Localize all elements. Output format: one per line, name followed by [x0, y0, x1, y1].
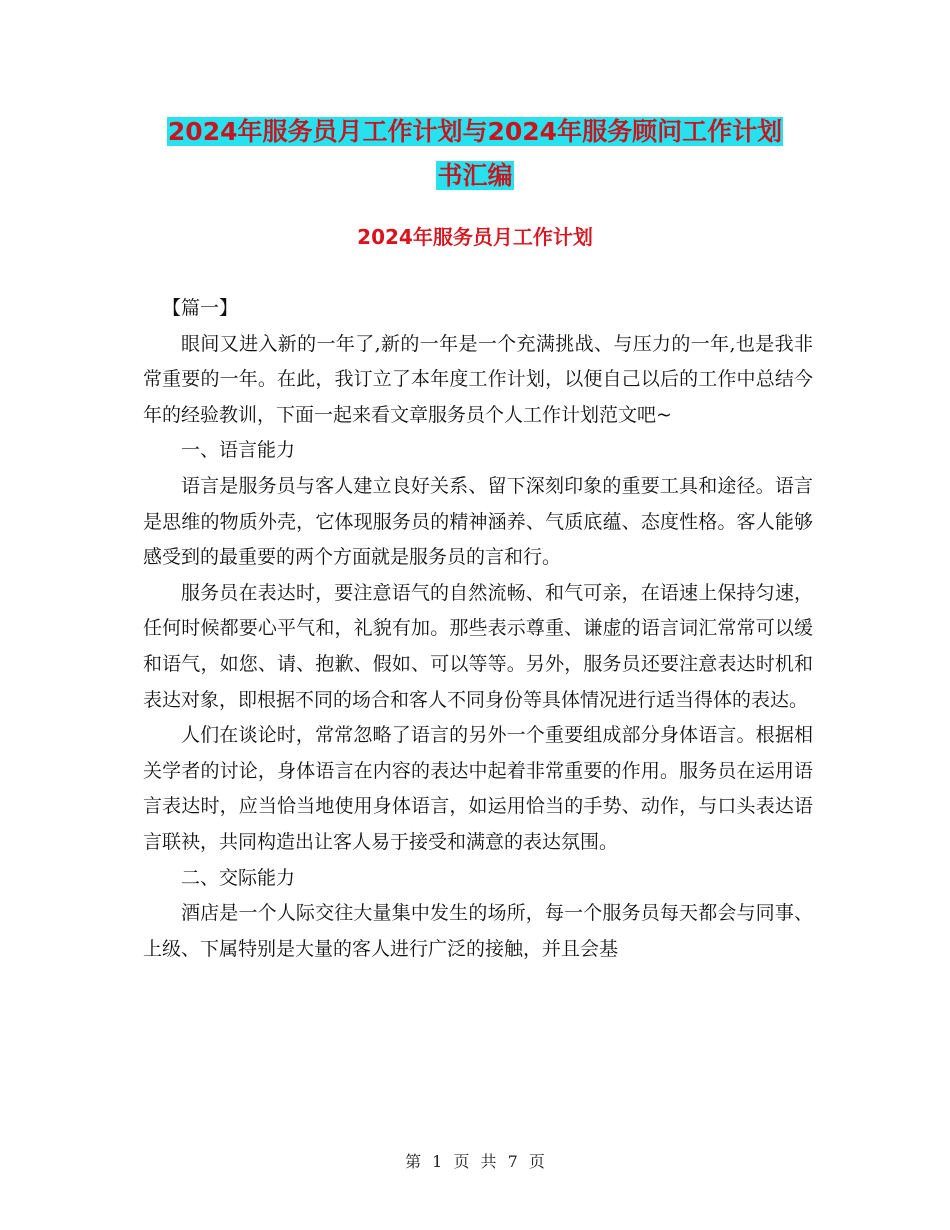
document-title-text-2: 书汇编 — [437, 161, 513, 190]
page-footer: 第 1 页 共 7 页 — [405, 1152, 545, 1171]
document-title-line-2 — [0, 152, 950, 200]
paragraph: 服务员在表达时，要注意语气的自然流畅、和气可亲，在语速上保持匀速，任何时候都要心平气和，礼貌有加。那些表示尊重、谦虚的语言词汇常常可以缓和语气，如您、请、抱歉、假如、可以等等。另外，服务员还要注意表达时机和表达对象，即根据不同的场合和客人不同身份等具体情况进行适当得体的表达。 — [143, 581, 813, 711]
document-title-line-1 — [0, 108, 950, 156]
document-title-text-1: 2024年服务员月工作计划与2024年服务顾问工作计划 — [167, 117, 783, 146]
paragraph: 语言是服务员与客人建立良好关系、留下深刻印象的重要工具和途径。语言是思维的物质外壳，它体现服务员的精神涵养、气质底蕴、态度性格。客人能够感受到的最重要的两个方面就是服务员的言和行。 — [143, 474, 813, 569]
document-body — [143, 291, 813, 967]
paragraph-label: 【篇一】 — [162, 297, 239, 319]
paragraph: 酒店是一个人际交往大量集中发生的场所，每一个服务员每天都会与同事、上级、下属特别是大量的客人进行广泛的接触，并且会基 — [143, 902, 813, 960]
section-title: 2024年服务员月工作计划 — [357, 225, 593, 249]
paragraph-heading: 一、语言能力 — [181, 439, 296, 462]
paragraph: 人们在谈论时，常常忽略了语言的另外一个重要组成部分身体语言。根据相关学者的讨论，身体语言在内容的表达中起着非常重要的作用。服务员在运用语言表达时，应当恰当地使用身体语言，如运用恰当的手势、动作，与口头表达语言联袂，共同构造出让客人易于接受和满意的表达氛围。 — [143, 724, 813, 853]
paragraph: 眼间又进入新的一年了,新的一年是一个充满挑战、与压力的一年,也是我非常重要的一年。在此，我订立了本年度工作计划，以便自己以后的工作中总结今年的经验教训，下面一起来看文章服务员个人工作计划范文吧~ — [143, 332, 813, 426]
paragraph-heading: 二、交际能力 — [181, 866, 296, 889]
